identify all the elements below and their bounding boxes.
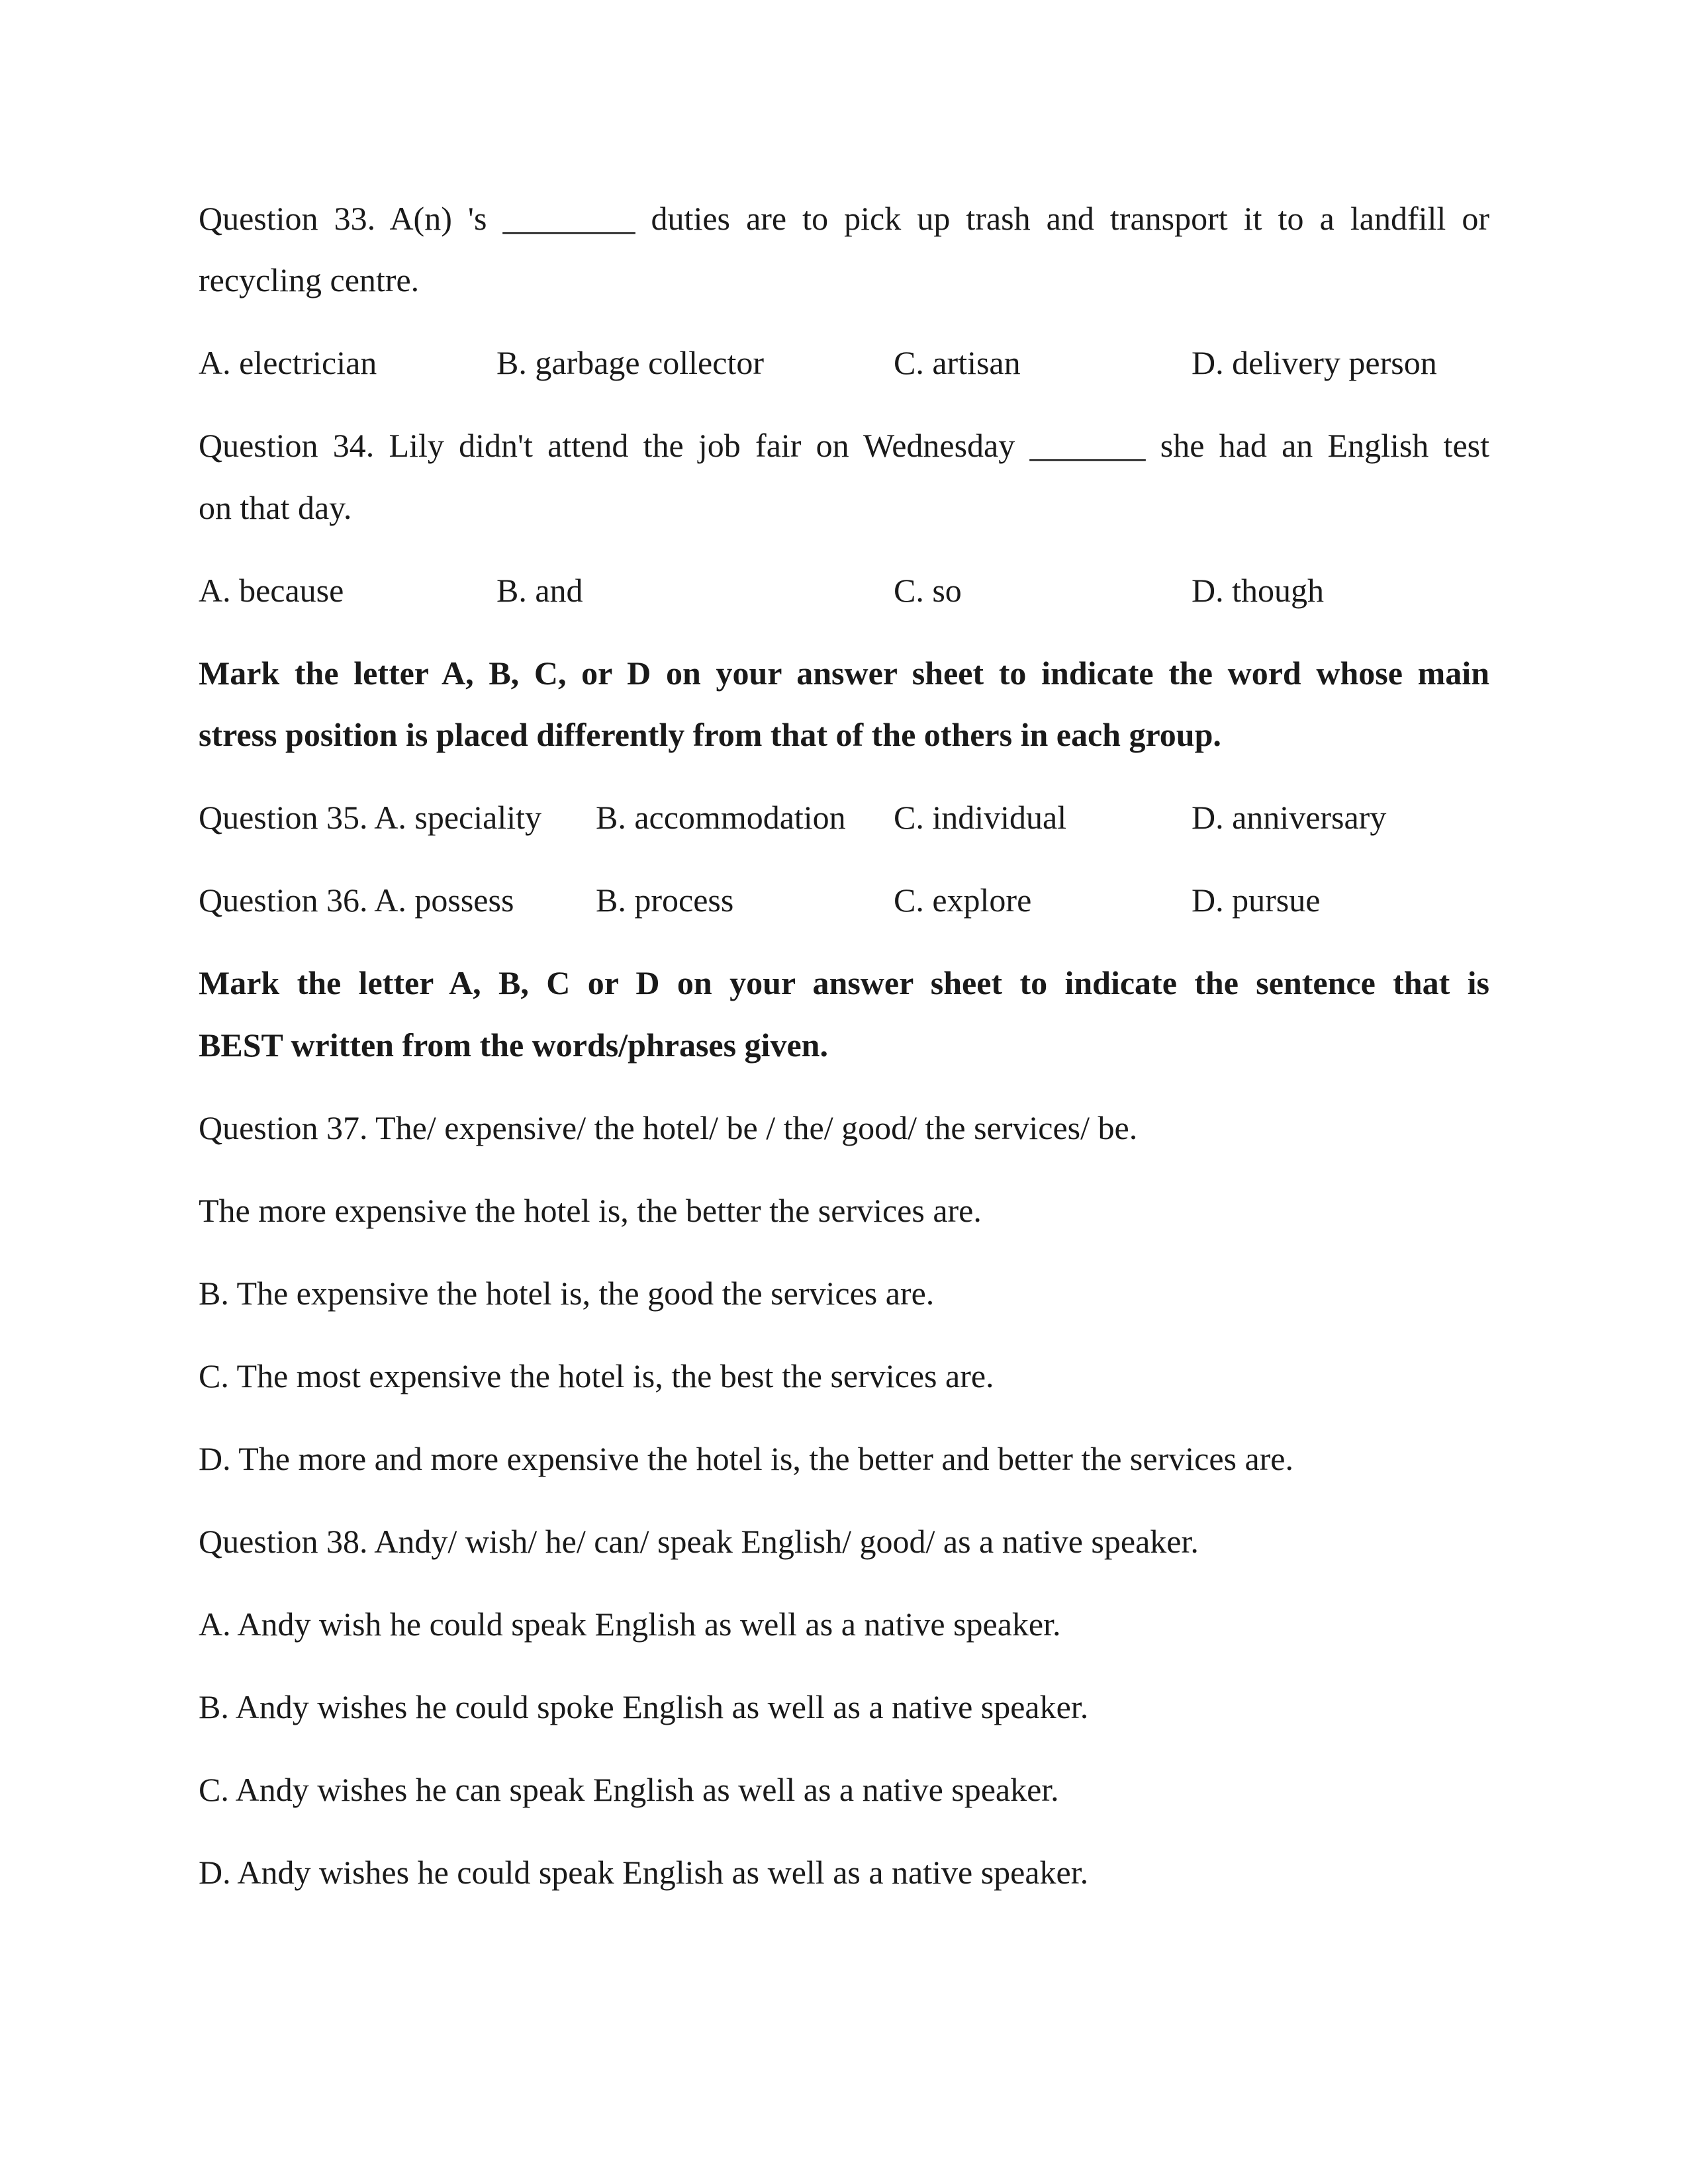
question-38-prompt: Question 38. Andy/ wish/ he/ can/ speak English/ good/ as a native speaker. — [199, 1523, 1199, 1560]
option-b: B. garbage collector — [496, 344, 764, 381]
option-d: D. anniversary — [1192, 799, 1387, 836]
question-33-text-line-1: Question 33. A(n) 's ________ duties are to pick up trash and transport it to a landfill or — [199, 200, 1489, 237]
question-37-option-d: D. The more and more expensive the hotel is, the better and better the services are. — [199, 1440, 1294, 1477]
option-a: A. electrician — [199, 344, 377, 381]
option-b: B. accommodation — [596, 799, 846, 836]
option-a: A. because — [199, 572, 344, 609]
question-38-option-d: D. Andy wishes he could speak English as well as a native speaker. — [199, 1854, 1089, 1891]
question-33-text-line-2: recycling centre. — [199, 261, 420, 298]
question-38-option-b: B. Andy wishes he could spoke English as well as a native speaker. — [199, 1688, 1089, 1725]
option-a: Question 36. A. possess — [199, 882, 514, 919]
question-37-option-a: The more expensive the hotel is, the better the services are. — [199, 1192, 982, 1229]
option-b: B. process — [596, 882, 734, 919]
option-a: Question 35. A. speciality — [199, 799, 541, 836]
sentence-instruction-line-1: Mark the letter A, B, C or D on your answer sheet to indicate the sentence that is — [199, 964, 1489, 1001]
stress-instruction-line-2: stress position is placed differently from that of the others in each group. — [199, 716, 1221, 753]
question-37-option-c: C. The most expensive the hotel is, the best the services are. — [199, 1357, 994, 1394]
stress-instruction-line-1: Mark the letter A, B, C, or D on your answer sheet to indicate the word whose main — [199, 655, 1489, 692]
sentence-instruction-line-2: BEST written from the words/phrases given. — [199, 1026, 828, 1064]
question-37-prompt: Question 37. The/ expensive/ the hotel/ be / the/ good/ the services/ be. — [199, 1109, 1138, 1146]
option-c: C. explore — [894, 882, 1032, 919]
question-34-text-line-1: Question 34. Lily didn't attend the job fair on Wednesday _______ she had an English test — [199, 427, 1489, 464]
question-38-option-a: A. Andy wish he could speak English as well as a native speaker. — [199, 1606, 1061, 1643]
question-34-text-line-2: on that day. — [199, 489, 352, 526]
option-b: B. and — [496, 572, 583, 609]
option-d: D. pursue — [1192, 882, 1321, 919]
question-38-option-c: C. Andy wishes he can speak English as well as a native speaker. — [199, 1771, 1059, 1808]
option-d: D. delivery person — [1192, 344, 1437, 381]
option-c: C. artisan — [894, 344, 1021, 381]
option-d: D. though — [1192, 572, 1324, 609]
question-37-option-b: B. The expensive the hotel is, the good the services are. — [199, 1275, 935, 1312]
option-c: C. individual — [894, 799, 1067, 836]
option-c: C. so — [894, 572, 962, 609]
